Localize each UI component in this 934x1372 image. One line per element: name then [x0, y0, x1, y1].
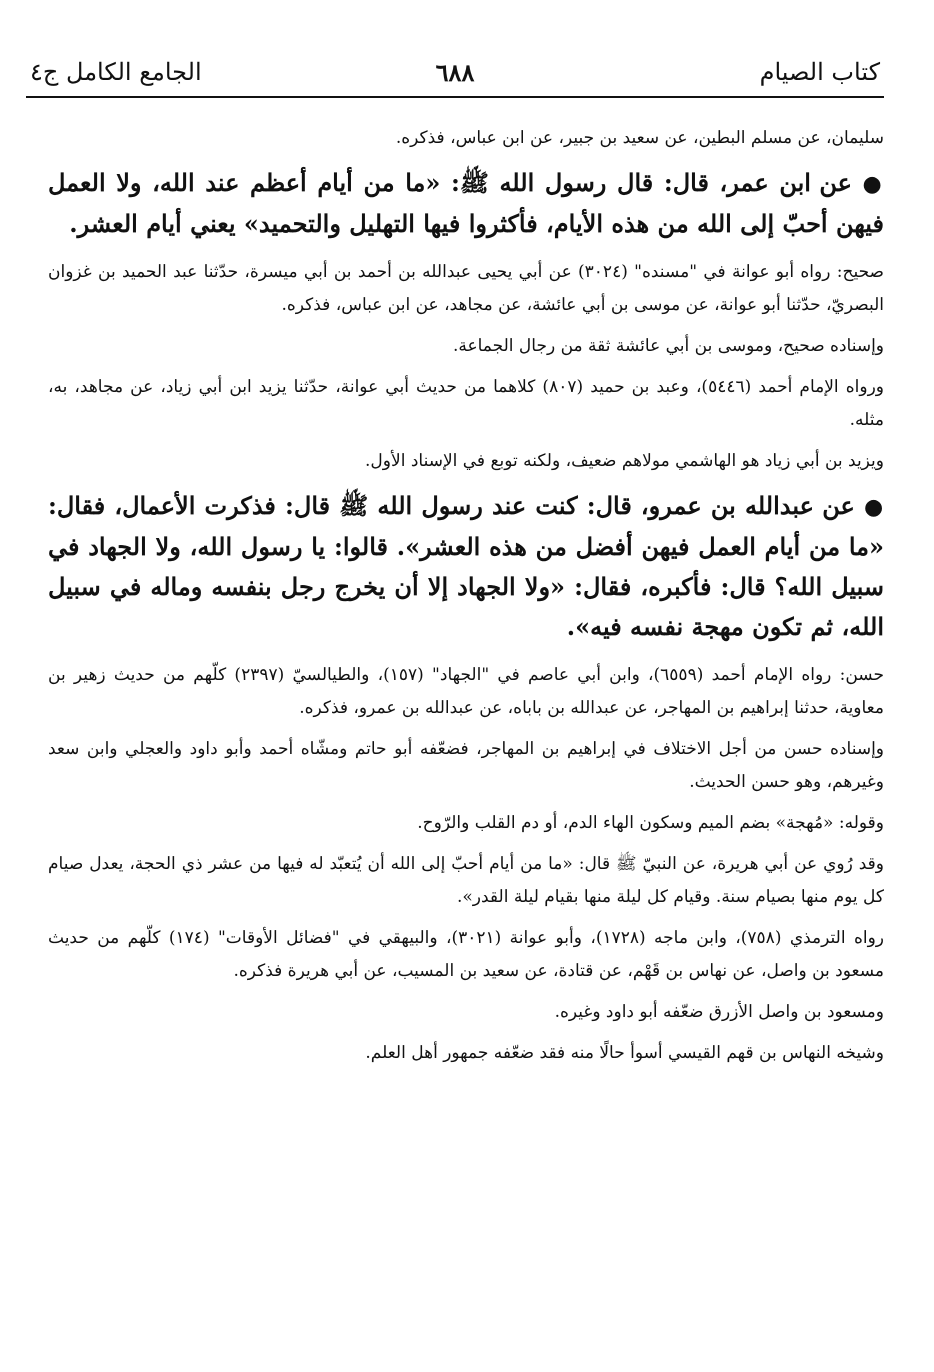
paragraph: وإسناده صحيح، وموسى بن أبي عائشة ثقة من رجال الجماعة.: [452, 336, 884, 356]
paragraph: صحيح: رواه أبو عوانة في "مسنده" (٣٠٢٤) عن أبي يحيى عبدالله بن أحمد بن أبي ميسرة، حدّثنا عبد الحميد بن غزوان البصريّ، حدّثنا أبو عوانة، عن موسى بن أبي عائشة، عن مجاهد، عن ابن عباس، فذكره.: [48, 262, 884, 315]
bullet-icon: ●: [864, 494, 885, 520]
hadith-paragraph: [48, 486, 884, 647]
page-body: [48, 122, 884, 1078]
paragraph: وقوله: «مُهجة» بضم الميم وسكون الهاء الدم، أو دم القلب والرّوح.: [417, 813, 884, 833]
hadith-text: عن عبدالله بن عمرو، قال: كنت عند رسول الله ﷺ قال: فذكرت الأعمال، فقال: «ما من أيام العمل فيهن أفضل من هذه العشر». قالوا: يا رسول الله، ولا الجهاد في سبيل الله؟ قال: فأكبره، فقال: «ولا الجهاد إلا أن يخرج رجل بنفسه وماله في سبيل الله، ثم تكون مهجة نفسه فيه».: [48, 491, 884, 641]
page-number: ٦٨٨: [435, 58, 475, 87]
paragraph: وشيخه النهاس بن قهم القيسي أسوأ حالًا منه فقد ضعّفه جمهور أهل العلم.: [365, 1043, 884, 1063]
paragraph: سليمان، عن مسلم البطين، عن سعيد بن جبير، عن ابن عباس، فذكره.: [395, 128, 884, 148]
paragraph: ويزيد بن أبي زياد هو الهاشمي مولاهم ضعيف، ولكنه توبع في الإسناد الأول.: [365, 451, 884, 471]
running-header: [26, 50, 884, 98]
paragraph: حسن: رواه الإمام أحمد (٦٥٥٩)، وابن أبي عاصم في "الجهاد" (١٥٧)، والطيالسيّ (٢٣٩٧) كلّهم من حديث زهير بن معاوية، حدثنا إبراهيم بن المهاجر، عن عبدالله بن باباه، عن عبدالله بن عمرو، فذكره.: [48, 665, 884, 718]
paragraph: وقد رُوي عن أبي هريرة، عن النبيّ ﷺ قال: «ما من أيام أحبّ إلى الله أن يُتعبّد له فيها من عشر ذي الحجة، يعدل صيام كل يوم منها بصيام سنة. وقيام كل ليلة منها بقيام ليلة القدر».: [48, 854, 884, 907]
book-title: الجامع الكامل ج٤: [30, 58, 202, 86]
hadith-paragraph: [48, 163, 884, 244]
paragraph: ورواه الإمام أحمد (٥٤٤٦)، وعبد بن حميد (٨٠٧) كلاهما من حديث أبي عوانة، حدّثنا يزيد ابن أبي زياد، عن مجاهد، به، مثله.: [48, 377, 884, 430]
bullet-icon: ●: [862, 171, 884, 197]
hadith-text: عن ابن عمر، قال: قال رسول الله ﷺ: «ما من أيام أعظم عند الله، ولا العمل فيهن أحبّ إلى الله من هذه الأيام، فأكثروا فيها التهليل والتحميد» يعني أيام العشر.: [48, 168, 884, 238]
paragraph: ومسعود بن واصل الأزرق ضعّفه أبو داود وغيره.: [554, 1002, 884, 1022]
paragraph: وإسناده حسن من أجل الاختلاف في إبراهيم بن المهاجر، فضعّفه أبو حاتم ومشّاه أحمد وأبو داود والعجلي وابن سعد وغيرهم، وهو حسن الحديث.: [48, 739, 884, 792]
paragraph: رواه الترمذي (٧٥٨)، وابن ماجه (١٧٢٨)، وأبو عوانة (٣٠٢١)، والبيهقي في "فضائل الأوقات" (١٧٤) كلّهم من حديث مسعود بن واصل، عن نهاس بن قَهْم، عن قتادة، عن سعيد بن المسيب، عن أبي هريرة فذكره.: [48, 928, 884, 981]
chapter-title: كتاب الصيام: [759, 58, 880, 86]
